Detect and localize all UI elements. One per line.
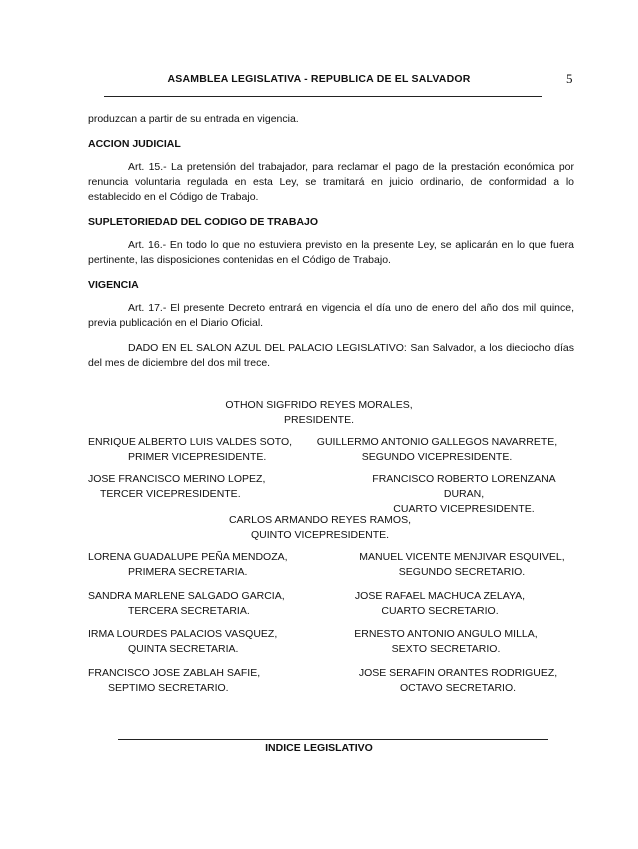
page-number: 5 [566,71,573,86]
signatory-name: FRANCISCO ROBERTO LORENZANA DURAN, [372,473,556,500]
header-rule [104,96,542,97]
signature-sec8 [352,666,564,696]
signature-sec3 [88,589,285,619]
article-16: Art. 16.- En todo lo que no estuviera previsto en la presente Ley, se aplicarán en lo que fuera pertinente, las disposiciones contenidas en el Código de Trabajo. [88,239,574,266]
footer-title: INDICE LEGISLATIVO [265,742,373,754]
section-heading-accion-judicial: ACCION JUDICIAL [88,138,181,150]
signatory-title: CUARTO SECRETARIO. [381,605,499,617]
section-heading-vigencia: VIGENCIA [88,279,139,291]
signature-sec1 [88,550,288,580]
signatory-name: LORENA GUADALUPE PEÑA MENDOZA, [88,551,288,563]
signatory-name: GUILLERMO ANTONIO GALLEGOS NAVARRETE, [316,436,558,448]
signature-sec6 [352,627,540,657]
signatory-title: CUARTO VICEPRESIDENTE. [393,503,535,515]
signatory-name: IRMA LOURDES PALACIOS VASQUEZ, [88,628,278,640]
section-heading-supletoriedad: SUPLETORIEDAD DEL CODIGO DE TRABAJO [88,216,319,228]
article-15: Art. 15.- La pretensión del trabajador, para reclamar el pago de la prestación económica por renuncia voluntaria regulada en esta Ley, se tramitará en juicio ordinario, de conformidad a lo establecido en el Código de Trabajo. [88,161,574,203]
signatory-name: ENRIQUE ALBERTO LUIS VALDES SOTO, [88,436,293,448]
signatory-name: FRANCISCO JOSE ZABLAH SAFIE, [88,667,261,679]
signature-vp1 [88,435,292,465]
closing-paragraph: DADO EN EL SALON AZUL DEL PALACIO LEGISLATIVO: San Salvador, a los dieciocho días del mes de diciembre del dos mil trece. [88,342,574,369]
signature-sec5 [88,627,277,657]
signatory-name: MANUEL VICENTE MENJIVAR ESQUIVEL, [359,551,565,563]
signatory-name: OTHON SIGFRIDO REYES MORALES, [225,399,413,411]
signatory-title: TERCERA SECRETARIA. [128,605,250,617]
signature-vp4 [352,472,576,517]
signature-sec7 [88,666,260,696]
footer-rule [118,739,548,740]
signatory-title: SEGUNDO SECRETARIO. [398,566,526,578]
signatory-title: SEPTIMO SECRETARIO. [108,682,229,694]
signatory-name: JOSE RAFAEL MACHUCA ZELAYA, [354,590,526,602]
header-title: ASAMBLEA LEGISLATIVA - REPUBLICA DE EL SALVADOR [167,73,471,85]
signatory-title: SEXTO SECRETARIO. [391,643,501,655]
signatory-title: QUINTA SECRETARIA. [128,643,239,655]
signatory-title: PRESIDENTE. [283,414,354,426]
intro-paragraph: produzcan a partir de su entrada en vigencia. [88,113,299,125]
signature-vp5 [220,513,420,543]
signatory-name: JOSE FRANCISCO MERINO LOPEZ, [88,473,266,485]
signature-vp3 [88,472,265,502]
signature-sec2 [352,550,572,580]
signatory-name: CARLOS ARMANDO REYES RAMOS, [228,514,412,526]
signatory-name: SANDRA MARLENE SALGADO GARCIA, [88,590,285,602]
document-body [88,112,574,371]
signature-sec4 [352,589,528,619]
signatory-title: TERCER VICEPRESIDENTE. [100,488,241,500]
signatory-title: QUINTO VICEPRESIDENTE. [250,529,390,541]
signature-president [200,398,438,428]
signatory-name: ERNESTO ANTONIO ANGULO MILLA, [354,628,538,640]
article-17: Art. 17.- El presente Decreto entrará en vigencia el día uno de enero del año dos mil quince, previa publicación en el Diario Oficial. [88,302,574,329]
signatory-title: OCTAVO SECRETARIO. [399,682,517,694]
signatory-name: JOSE SERAFIN ORANTES RODRIGUEZ, [358,667,558,679]
signatory-title: PRIMERA SECRETARIA. [128,566,248,578]
signatory-title: SEGUNDO VICEPRESIDENTE. [361,451,513,463]
signatory-title: PRIMER VICEPRESIDENTE. [128,451,267,463]
signature-vp2 [312,435,562,465]
